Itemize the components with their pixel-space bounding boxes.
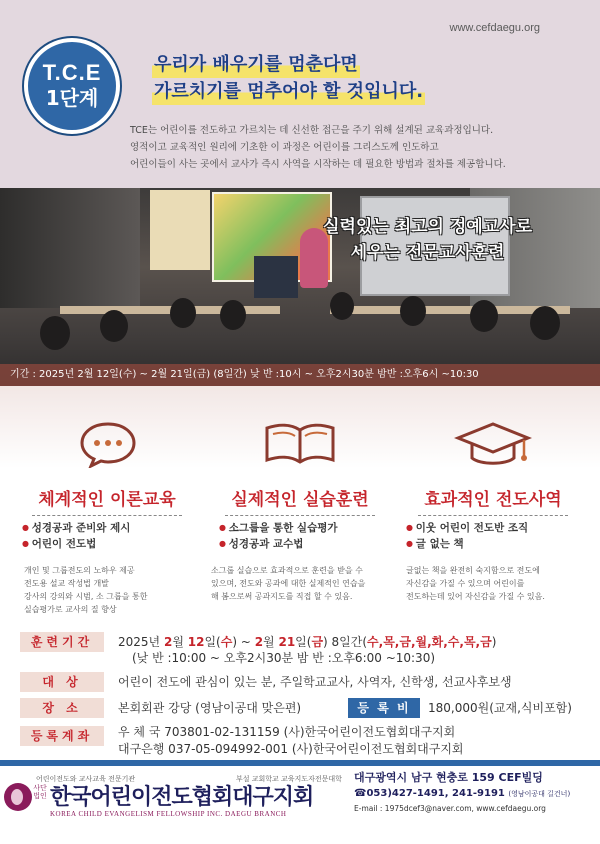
phone-number: ☎053)427-1491, 241-9191 xyxy=(354,788,505,799)
headline-line-1: 우리가 배우기를 멈춘다면 xyxy=(152,52,360,78)
headline xyxy=(152,52,425,106)
badge-title: T.C.E xyxy=(42,60,102,85)
desc-line: 실습평가로 교사의 질 향상 xyxy=(24,605,117,614)
photo-attendee xyxy=(530,306,560,340)
target-value: 어린이 전도에 관심이 있는 분, 주일학교교사, 사역자, 신학생, 선교사후보생 xyxy=(118,675,512,689)
period-times: (낮 반 :10:00 ~ 오후2시30분 밤 반 :오후6:00 ~10:30) xyxy=(132,651,436,665)
feature-description xyxy=(24,564,194,616)
feature-description xyxy=(211,564,381,603)
photo-slogan xyxy=(323,214,532,266)
feature-bullets xyxy=(219,520,338,552)
photo-podium xyxy=(254,256,298,298)
account-label: 등록계좌 xyxy=(20,726,104,746)
feature-title: 효과적인 전도사역 xyxy=(400,485,586,516)
headline-line-2: 가르치기를 멈추어야 할 것입니다. xyxy=(152,79,425,105)
photo-attendee xyxy=(170,298,196,328)
email[interactable]: E-mail : 1975dcef3@naver.com, www.cefdaegu.org xyxy=(354,804,546,813)
intro-line-2: 영적이고 교육적인 원리에 기초한 이 과정은 어린이를 그리스도께 인도하고 xyxy=(130,142,439,153)
period-value: 2025년 2월 12일(수) ~ 2월 21일(금) 8일간(수,목,금,월,화,수,목,금) xyxy=(118,635,497,649)
desc-line: 개인 및 그룹전도의 노하우 제공 xyxy=(24,566,135,575)
open-book-icon xyxy=(263,420,337,468)
footer xyxy=(0,760,600,844)
photo-attendee xyxy=(220,300,246,330)
account-line-2: 대구은행 037-05-094992-001 (사)한국어린이전도협회대구지회 xyxy=(118,742,464,756)
photo-attendee xyxy=(100,310,128,342)
phone xyxy=(354,786,594,802)
org-tagline: 어린이전도와 교사교육 전문기관 xyxy=(36,775,136,783)
feature-bullets xyxy=(22,520,130,552)
intro-line-3: 어린이들이 사는 곳에서 교사가 즉시 사역을 시작하는 데 필요한 방법과 절차를 제공합니다. xyxy=(130,159,506,170)
bullet-item: ● 글 없는 책 xyxy=(406,536,528,552)
desc-line: 강사의 강의와 시범, 소 그룹을 통한 xyxy=(24,592,148,601)
feature-bullets xyxy=(406,520,528,552)
speech-bubble-icon xyxy=(78,420,138,468)
feature-title: 체계적인 이론교육 xyxy=(14,485,200,516)
account-line-1: 우 체 국 703801-02-131159 (사)한국어린이전도협회대구지회 xyxy=(118,725,456,739)
desc-line: 전도하는데 있어 자신감을 가질 수 있음. xyxy=(406,592,545,601)
feature-description xyxy=(406,564,576,603)
website-url[interactable]: www.cefdaegu.org xyxy=(449,22,540,34)
photo-attendee xyxy=(400,296,426,326)
bullet-item: ● 이웃 어린이 전도반 조직 xyxy=(406,520,528,536)
bullet-item: ● 어린이 전도법 xyxy=(22,536,130,552)
photo-attendee xyxy=(330,292,354,320)
slogan-line-2: 세우는 전문교사훈련 xyxy=(350,243,505,263)
classroom-photo xyxy=(0,188,600,386)
photo-attendee xyxy=(40,316,70,350)
org-name-english: KOREA CHILD EVANGELISM FELLOWSHIP INC. DAEGU BRANCH xyxy=(50,810,287,818)
address: 대구광역시 남구 현충로 159 CEF빌딩 xyxy=(354,771,543,784)
fee-label: 등 록 비 xyxy=(348,698,420,718)
photo-board xyxy=(150,190,210,270)
bullet-item: ● 성경공과 준비와 제시 xyxy=(22,520,130,536)
photo-wall xyxy=(0,188,140,308)
contact-info xyxy=(354,770,594,816)
desc-line: 전도용 설교 작성법 개발 xyxy=(24,579,109,588)
graduation-cap-icon xyxy=(454,420,532,468)
desc-line: 자신감을 가질 수 있으며 어린이를 xyxy=(406,579,525,588)
tce-badge xyxy=(24,38,120,134)
period-label: 훈련기간 xyxy=(20,632,104,652)
target-label: 대 상 xyxy=(20,672,104,692)
phone-note: (영남이공대 길건너) xyxy=(508,790,571,798)
intro-text xyxy=(130,122,580,173)
fee-value: 180,000원(교재,식비포함) xyxy=(428,701,572,715)
bullet-item: ● 소그룹을 통한 실습평가 xyxy=(219,520,338,536)
desc-line: 글없는 책을 완전히 숙지함으로 전도에 xyxy=(406,566,540,575)
place-value: 본회회관 강당 (영남이공대 맞은편) xyxy=(118,701,302,715)
org-logo-icon xyxy=(4,783,32,811)
bullet-item: ● 성경공과 교수법 xyxy=(219,536,338,552)
footer-stripe xyxy=(0,760,600,766)
feature-title: 실제적인 실습훈련 xyxy=(207,485,393,516)
top-banner xyxy=(0,0,600,188)
slogan-line-1: 실력있는 최고의 정예교사로 xyxy=(323,217,532,237)
desc-line: 있으며, 전도와 공과에 대한 실제적인 연습을 xyxy=(211,579,366,588)
intro-line-1: TCE는 어린이를 전도하고 가르치는 데 신선한 접근을 주기 위해 설계된 교육과정입니다. xyxy=(130,125,494,136)
desc-line: 해 봄으로써 공과지도를 직접 할 수 있음. xyxy=(211,592,353,601)
place-label: 장 소 xyxy=(20,698,104,718)
org-type: 사단법인 xyxy=(33,784,47,800)
org-affiliate: 부설 교회학교 교육지도자전문대학 xyxy=(236,775,342,783)
desc-line: 소그룹 실습으로 효과적으로 훈련을 받을 수 xyxy=(211,566,363,575)
photo-attendee xyxy=(470,300,498,332)
period-bar: 기간 : 2025년 2월 12일(수) ~ 2월 21일(금) (8일간) 낮 반 :10시 ~ 오후2시30분 밤반 :오후6시 ~10:30 xyxy=(0,364,600,386)
badge-level: 1단계 xyxy=(45,86,99,110)
org-name: 한국어린이전도협회대구지회 xyxy=(50,785,314,810)
